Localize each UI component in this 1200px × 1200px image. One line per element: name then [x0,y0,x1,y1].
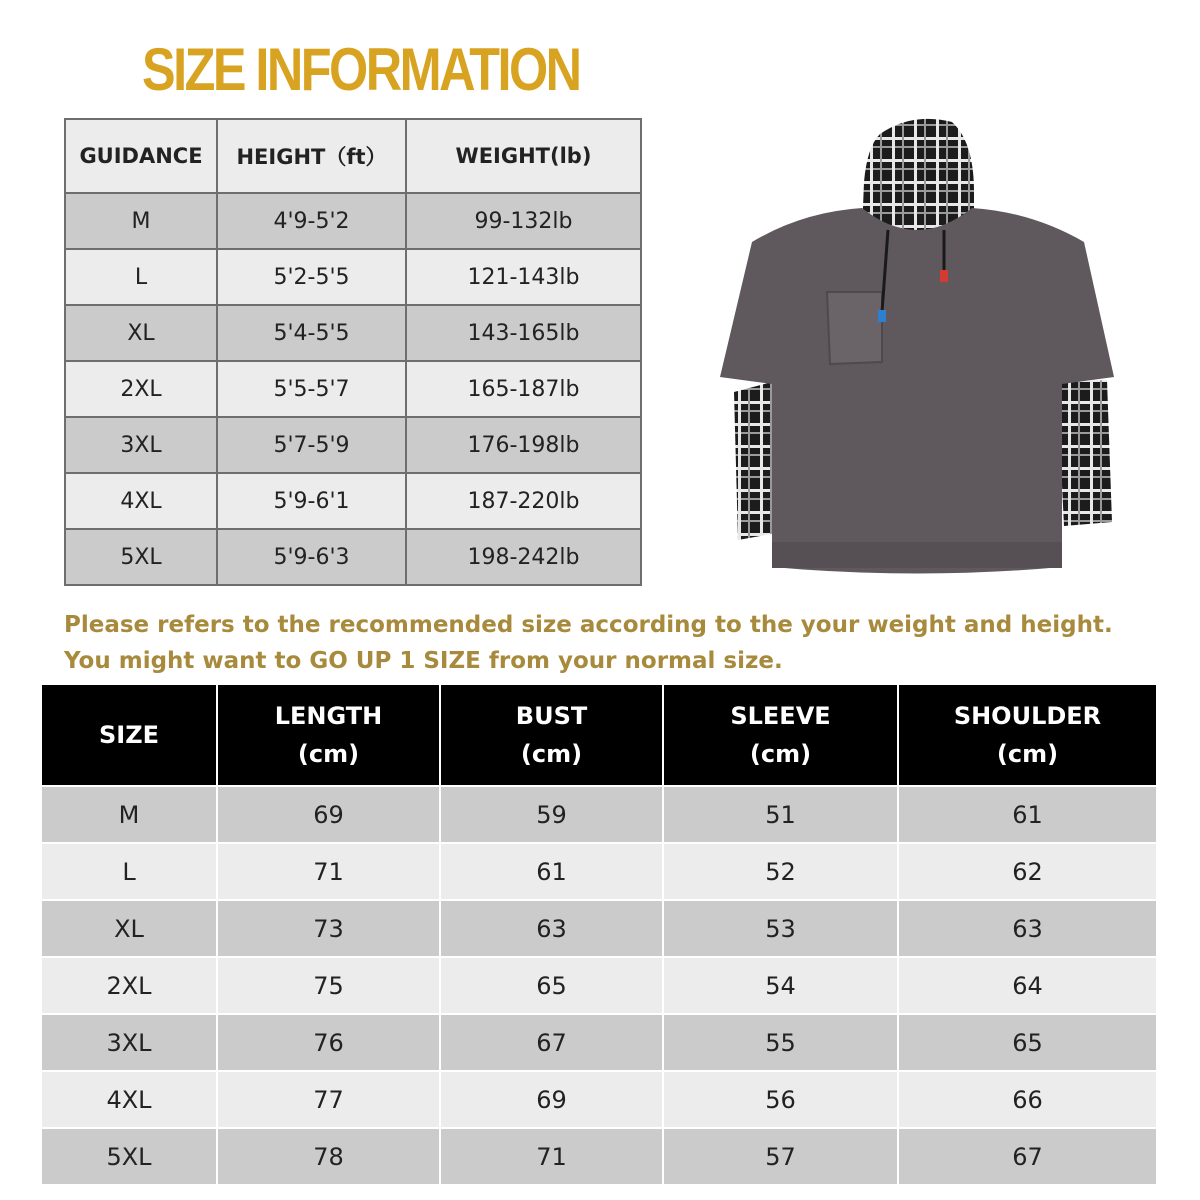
guidance-height-cell: 5'9-6'3 [217,529,406,585]
size-cell: M [42,786,217,843]
hood [862,119,974,232]
measurement-header-bust [440,685,663,786]
table-row [65,417,641,473]
table-row [65,473,641,529]
hoodie-body [720,208,1114,574]
shoulder-cell: 65 [898,1014,1156,1071]
header-unit: (cm) [520,740,583,768]
table-row [65,305,641,361]
measurement-table [42,685,1156,1184]
guidance-weight-cell: 176-198lb [406,417,641,473]
table-row [42,1071,1156,1128]
sleeve-cell: 54 [663,957,898,1014]
hoodie-image [712,112,1132,592]
guidance-header-weight: WEIGHT(lb) [406,119,641,193]
shoulder-cell: 63 [898,900,1156,957]
shoulder-cell: 64 [898,957,1156,1014]
guidance-table [64,118,642,586]
sleeve-cell: 57 [663,1128,898,1184]
guidance-weight-cell: 198-242lb [406,529,641,585]
guidance-height-cell: 5'4-5'5 [217,305,406,361]
guidance-header-height: HEIGHT（ft） [217,119,406,193]
table-row [65,361,641,417]
shoulder-cell: 66 [898,1071,1156,1128]
header-label: SHOULDER [953,702,1102,730]
length-cell: 73 [217,900,440,957]
table-row [42,1128,1156,1184]
guidance-size-cell: M [65,193,217,249]
guidance-height-cell: 5'7-5'9 [217,417,406,473]
sleeve-cell: 53 [663,900,898,957]
table-row [42,1014,1156,1071]
shoulder-cell: 62 [898,843,1156,900]
bust-cell: 63 [440,900,663,957]
right-sleeve [1057,380,1112,526]
measurement-header-sleeve [663,685,898,786]
shoulder-cell: 67 [898,1128,1156,1184]
measurement-header-row [42,685,1156,786]
bust-cell: 61 [440,843,663,900]
bust-cell: 67 [440,1014,663,1071]
measurement-header-size [42,685,217,786]
header-unit: (cm) [996,740,1059,768]
guidance-size-cell: L [65,249,217,305]
size-cell: 5XL [42,1128,217,1184]
size-note-line-2: You might want to GO UP 1 SIZE from your normal size. [64,648,783,674]
sleeve-cell: 51 [663,786,898,843]
header-label: SLEEVE [730,702,831,730]
size-cell: L [42,843,217,900]
table-row [65,249,641,305]
table-row [42,843,1156,900]
guidance-height-cell: 5'5-5'7 [217,361,406,417]
guidance-size-cell: 5XL [65,529,217,585]
header-label: BUST [515,702,588,730]
bust-cell: 71 [440,1128,663,1184]
table-row [65,529,641,585]
size-note-line-1: Please refers to the recommended size according to the your weight and height. [64,612,1113,638]
guidance-weight-cell: 121-143lb [406,249,641,305]
guidance-size-cell: XL [65,305,217,361]
header-unit: (cm) [749,740,812,768]
length-cell: 69 [217,786,440,843]
length-cell: 78 [217,1128,440,1184]
guidance-size-cell: 3XL [65,417,217,473]
length-cell: 77 [217,1071,440,1128]
table-row [42,786,1156,843]
guidance-header-row [65,119,641,193]
table-row [65,193,641,249]
guidance-height-cell: 5'9-6'1 [217,473,406,529]
measurement-header-shoulder [898,685,1156,786]
sleeve-cell: 55 [663,1014,898,1071]
bust-cell: 69 [440,1071,663,1128]
header-unit: (cm) [297,740,360,768]
length-cell: 71 [217,843,440,900]
sleeve-cell: 56 [663,1071,898,1128]
guidance-height-cell: 4'9-5'2 [217,193,406,249]
measurement-header-length [217,685,440,786]
length-cell: 75 [217,957,440,1014]
size-cell: 2XL [42,957,217,1014]
guidance-size-cell: 4XL [65,473,217,529]
guidance-weight-cell: 165-187lb [406,361,641,417]
page-title: SIZE INFORMATION [142,36,580,103]
shoulder-cell: 61 [898,786,1156,843]
guidance-weight-cell: 187-220lb [406,473,641,529]
size-cell: 3XL [42,1014,217,1071]
guidance-height-cell: 5'2-5'5 [217,249,406,305]
guidance-weight-cell: 143-165lb [406,305,641,361]
size-cell: XL [42,900,217,957]
length-cell: 76 [217,1014,440,1071]
table-row [42,900,1156,957]
guidance-weight-cell: 99-132lb [406,193,641,249]
table-row [42,957,1156,1014]
guidance-header-size: GUIDANCE [65,119,217,193]
header-label: SIZE [98,721,159,749]
size-cell: 4XL [42,1071,217,1128]
sleeve-cell: 52 [663,843,898,900]
bust-cell: 65 [440,957,663,1014]
guidance-size-cell: 2XL [65,361,217,417]
header-label: LENGTH [274,702,383,730]
bust-cell: 59 [440,786,663,843]
